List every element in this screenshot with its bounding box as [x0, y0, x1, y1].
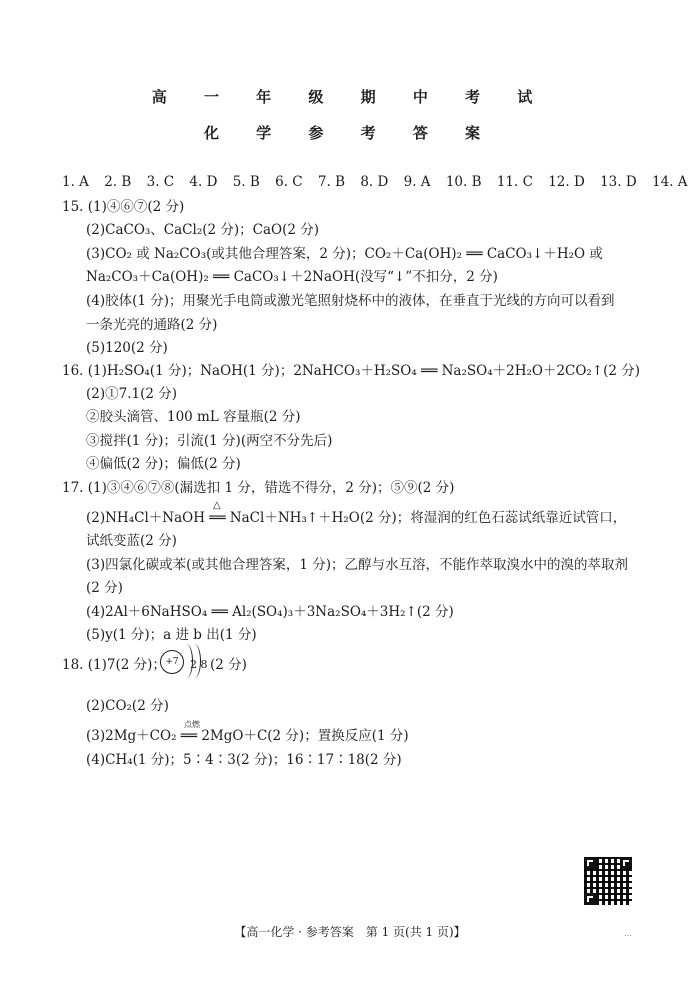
q18-line-3: (3)2Mg＋CO₂ ══ 2MgO＋C(2 分)；置换反应(1 分): [86, 728, 409, 744]
mcq-item: 9. A: [403, 174, 431, 190]
q15-line-2: (2)CaCO₃、CaCl₂(2 分)；CaO(2 分): [86, 222, 320, 238]
q17-line-4: (3)四氯化碳或苯(或其他合理答案，1 分)；乙醇与水互溶，不能作萃取溴水中的溴的萃取剂: [86, 557, 629, 573]
q17-line-1: 17. (1)③④⑥⑦⑧(漏选扣 1 分，错选不得分，2 分)；⑤⑨(2 分): [62, 480, 455, 496]
q18-line-4: (4)CH₄(1 分)；5∶4∶3(2 分)；16∶17∶18(2 分): [86, 752, 402, 768]
mcq-item: 3. C: [146, 174, 175, 190]
q16-line-5: ④偏低(2 分)；偏低(2 分): [86, 456, 241, 472]
mcq-item: 6. C: [275, 174, 303, 190]
q15-line-6: 一条光亮的通路(2 分): [86, 317, 218, 333]
q16-line-1: 16. (1)H₂SO₄(1 分)；NaOH(1 分)；2NaHCO₃＋H₂SO₄ ══ Na₂SO₄＋2H₂O＋2CO₂↑(2 分): [62, 363, 641, 379]
qr-finder: [584, 857, 596, 869]
q15-line-1: 15. (1)④⑥⑦(2 分): [62, 199, 185, 215]
mcq-item: 13. D: [600, 174, 637, 190]
q18-line-1a: 18. (1)7(2 分)；: [62, 657, 166, 673]
page-footer: 【高一化学 · 参考答案 第 1 页(共 1 页)】: [234, 925, 466, 939]
mcq-item: 11. C: [496, 174, 533, 190]
q18-line-1b: (2 分): [210, 657, 247, 673]
q18-line-2: (2)CO₂(2 分): [86, 698, 169, 714]
footer-mark: …: [624, 929, 632, 938]
mcq-item: 5. B: [232, 174, 260, 190]
q15-line-7: (5)120(2 分): [86, 340, 168, 356]
mcq-item: 14. A: [651, 174, 688, 190]
q17-line-6: (4)2Al＋6NaHSO₄ ══ Al₂(SO₄)₃＋3Na₂SO₄＋3H₂↑(2 分): [86, 604, 454, 620]
q17-line-3: 试纸变蓝(2 分): [86, 533, 177, 549]
mcq-item: 4. D: [189, 174, 218, 190]
mcq-item: 7. B: [317, 174, 346, 190]
mcq-item: 12. D: [548, 174, 585, 190]
qr-finder: [620, 857, 632, 869]
q15-line-3: (3)CO₂ 或 Na₂CO₃(或其他合理答案，2 分)；CO₂＋Ca(OH)₂ ══ CaCO₃↓＋H₂O 或: [86, 246, 603, 262]
q15-line-4: Na₂CO₃＋Ca(OH)₂ ══ CaCO₃↓＋2NaOH(没写“↓”不扣分，2 分): [86, 269, 498, 285]
q17-line-5: (2 分): [86, 580, 123, 596]
page-title: 高 一 年 级 期 中 考 试: [151, 88, 549, 106]
mcq-answers: [62, 173, 699, 191]
q16-line-4: ③搅拌(1 分)；引流(1 分)(两空不分先后): [86, 433, 333, 449]
q17-line-7: (5)y(1 分)；a 进 b 出(1 分): [86, 627, 257, 643]
mcq-item: 2. B: [104, 174, 132, 190]
atom-nucleus: +7: [160, 650, 184, 674]
mcq-item: 10. B: [445, 174, 482, 190]
q17-line-2: (2)NH₄Cl＋NaOH ══ NaCl＋NH₃↑＋H₂O(2 分)；将湿润的红色石蕊试纸靠近试管口，: [86, 510, 627, 526]
page-subtitle: 化 学 参 考 答 案: [203, 124, 497, 142]
qr-finder: [584, 893, 596, 905]
mcq-item: 1. A: [62, 174, 89, 190]
mcq-item: 8. D: [360, 174, 389, 190]
q16-line-2: (2)①7.1(2 分): [86, 386, 178, 402]
q15-line-5: (4)胶体(1 分)；用聚光手电筒或激光笔照射烧杯中的液体，在垂直于光线的方向可以看到: [86, 293, 615, 309]
qr-code: [584, 857, 632, 905]
ignite-condition: 点燃: [184, 720, 200, 729]
heat-condition: △: [213, 500, 221, 511]
electron-counts: 2 8: [190, 658, 208, 671]
q16-line-3: ②胶头滴管、100 mL 容量瓶(2 分): [86, 409, 301, 425]
